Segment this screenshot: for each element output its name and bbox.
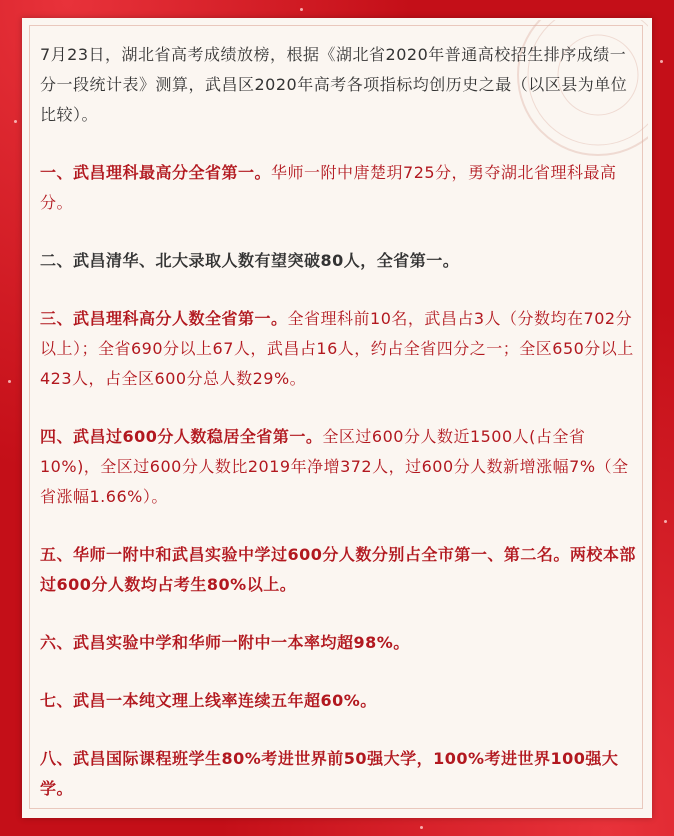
sparkle-decoration	[14, 120, 17, 123]
intro-paragraph: 7月23日，湖北省高考成绩放榜，根据《湖北省2020年普通高校招生排序成绩一分一段统计表》测算，武昌区2020年高考各项指标均创历史之最（以区县为单位比较）。	[40, 45, 628, 124]
item-heading: 七、武昌一本纯文理上线率连续五年超60%。	[40, 691, 377, 710]
sparkle-decoration	[8, 380, 11, 383]
list-item	[40, 686, 636, 716]
item-text: 全区过600分人数近1500人(占全省10%)，全区过600分人数比2019年净增372人，过600分人数新增涨幅7%（全省涨幅1.66%）。	[40, 427, 629, 506]
list-item	[40, 540, 636, 600]
list-item	[40, 158, 636, 218]
sparkle-decoration	[664, 520, 667, 523]
list-item	[40, 304, 636, 394]
sparkle-decoration	[300, 8, 303, 11]
item-text: 华师一附中唐楚玥725分，勇夺湖北省理科最高分。	[40, 163, 617, 212]
list-item	[40, 422, 636, 512]
item-heading: 二、武昌清华、北大录取人数有望突破80人，全省第一。	[40, 251, 460, 270]
item-heading: 五、华师一附中和武昌实验中学过600分人数分别占全市第一、第二名。两校本部过600分人数均占考生80%以上。	[40, 545, 636, 594]
article-body	[40, 40, 636, 832]
item-text: 全省理科前10名，武昌占3人（分数均在702分以上）；全省690分以上67人，武昌占16人，约占全省四分之一；全区650分以上423人，占全区600分总人数29%。	[40, 309, 634, 388]
list-item	[40, 744, 636, 804]
item-heading: 三、武昌理科高分人数全省第一。	[40, 309, 288, 328]
item-heading: 八、武昌国际课程班学生80%考进世界前50强大学，100%考进世界100强大学。	[40, 749, 619, 798]
sparkle-decoration	[660, 60, 663, 63]
item-heading: 四、武昌过600分人数稳居全省第一。	[40, 427, 323, 446]
item-heading: 六、武昌实验中学和华师一附中一本率均超98%。	[40, 633, 410, 652]
item-heading: 一、武昌理科最高分全省第一。	[40, 163, 272, 182]
list-item	[40, 628, 636, 658]
list-item	[40, 246, 636, 276]
